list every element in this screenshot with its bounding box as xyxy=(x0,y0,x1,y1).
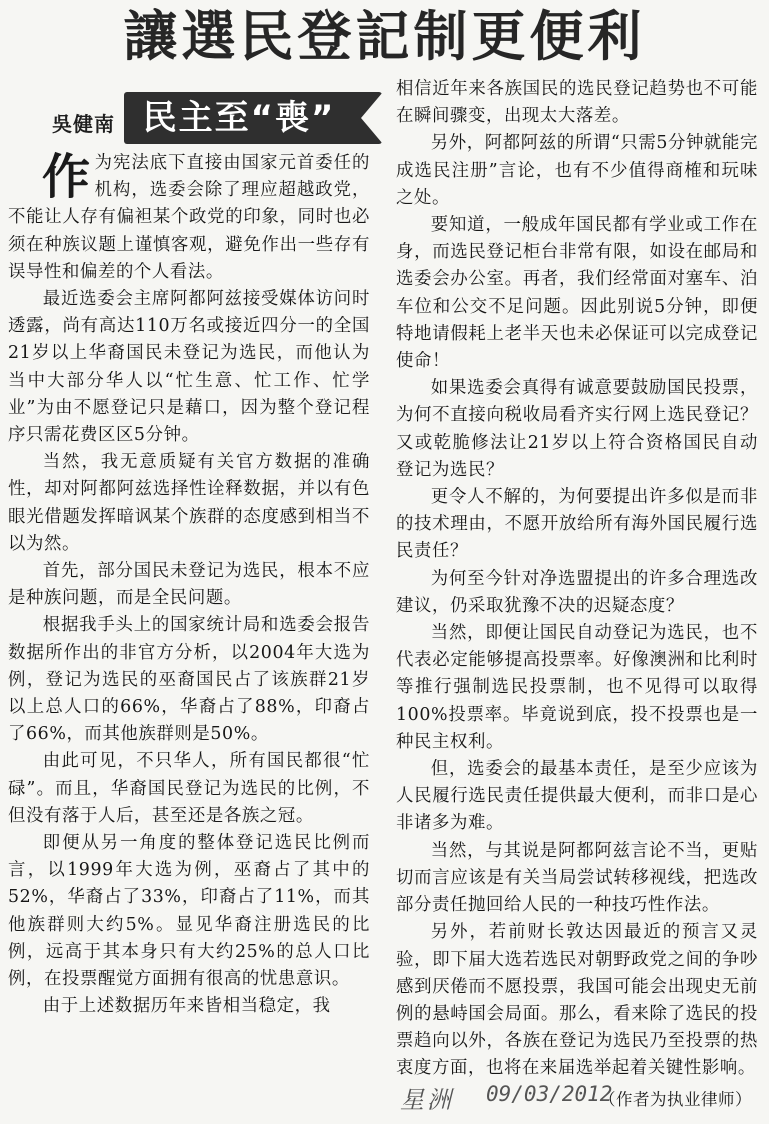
lead-paragraph xyxy=(8,150,370,286)
paragraph: 要知道，一般成年国民都有学业或工作在身，而选民登记柜台非常有限，如设在邮局和选委会办公室。再者，我们经常面对塞车、泊车位和公交不足问题。因此别说5分钟，即便特地请假耗上老半天也未必保证可以完成登记使命！ xyxy=(396,215,758,372)
author-name: 吳健南 xyxy=(52,112,115,136)
paragraph: 即便从另一角度的整体登记选民比例而言，以1999年大选为例，巫裔占了其中的52%，华裔占了33%，印裔占了11%，而其他族群则大约5%。显见华裔注册选民的比例，远高于其本身只有大约25%的总人口比例，在投票醒觉方面拥有很高的忧患意识。 xyxy=(8,833,370,990)
kicker-text: 民主至“喪” xyxy=(142,98,336,138)
paragraph-continued: 相信近年来各族国民的选民登记趋势也不可能在瞬间骤变，出现太大落差。 xyxy=(396,79,758,127)
paragraph: 另外，若前财长敦达因最近的预言又灵验，即下届大选若选民对朝野政党之间的争吵感到厌倦而不愿投票，我国可能会出现史无前例的悬峙国会局面。那么，看来除了选民的投票趋向以外，各族在登记为选民乃至投票的热衷度方面，也将在来届选举起着关键性影响。 xyxy=(396,922,758,1079)
author-note: （作者为执业律师） xyxy=(599,1090,752,1109)
paragraph: 首先，部分国民未登记为选民，根本不应是种族问题，而是全民问题。 xyxy=(8,561,370,609)
paragraph: 最近选委会主席阿都阿兹接受媒体访问时透露，尚有高达110万名或接近四分一的全国21岁以上华裔国民未登记为选民，而他认为当中大部分华人以“忙生意、忙工作、忙学业”为由不愿登记只是藉口，因为整个登记程序只需花费区区5分钟。 xyxy=(8,289,370,446)
signoff-line xyxy=(396,1080,758,1120)
paragraph: 当然，与其说是阿都阿兹言论不当，更贴切而言应该是有关当局尝试转移视线，把选改部分责任抛回给人民的一种技巧性作法。 xyxy=(396,840,758,916)
paragraph: 为何至今针对净选盟提出的许多合理选改建议，仍采取犹豫不决的迟疑态度？ xyxy=(396,568,758,616)
paragraph: 但，选委会的最基本责任，是至少应该为人民履行选民责任提供最大便利，而非口是心非诸多为难。 xyxy=(396,759,758,834)
banner-notch xyxy=(361,92,383,144)
drop-cap: 作 xyxy=(42,149,91,205)
kicker-banner xyxy=(124,92,382,144)
paragraph: 根据我手头上的国家统计局和选委会报告数据所作出的非官方分析，以2004年大选为例，登记为选民的巫裔国民占了该族群21岁以上总人口的66%，华裔占了88%，印裔占了66%，而其他族群则是50%。 xyxy=(8,615,370,745)
paragraph: 如果选委会真得有诚意要鼓励国民投票，为何不直接向税收局看齐实行网上选民登记？又或乾脆修法让21岁以上符合资格国民自动登记为选民？ xyxy=(396,378,758,480)
headline: 讓選民登記制更便利 xyxy=(123,5,646,68)
byline xyxy=(52,92,382,144)
left-column xyxy=(8,150,370,1021)
handwritten-source: 星洲 xyxy=(400,1086,454,1114)
paragraph: 当然，我无意质疑有关官方数据的准确性，却对阿都阿兹选择性诠释数据，并以有色眼光借题发挥暗讽某个族群的态度感到相当不以为然。 xyxy=(8,452,370,554)
paragraph-text: 为宪法底下直接由国家元首委任的机构，选委会除了理应超越政党，不能让人存有偏袒某个政党的印象，同时也必须在种族议题上谨慎客观，避免作出一些存有误导性和偏差的个人看法。 xyxy=(8,153,370,282)
paragraph: 另外，阿都阿兹的所谓“只需5分钟就能完成选民注册”言论，也有不少值得商榷和玩味之处。 xyxy=(396,133,758,208)
paragraph: 由于上述数据历年来皆相当稳定，我 xyxy=(42,996,331,1017)
paragraph: 由此可见，不只华人，所有国民都很“忙碌”。而且，华裔国民登记为选民的比例，不但没有落于人后，甚至还是各族之冠。 xyxy=(8,751,370,826)
handwritten-date: 09/03/2012 xyxy=(486,1082,613,1106)
paragraph: 当然，即便让国民自动登记为选民，也不代表必定能够提高投票率。好像澳洲和比利时等推行强制选民投票制，也不见得可以取得100%投票率。毕竟说到底，投不投票也是一种民主权利。 xyxy=(396,623,758,752)
paragraph: 更令人不解的，为何要提出许多似是而非的技术理由，不愿开放给所有海外国民履行选民责任？ xyxy=(396,487,758,562)
right-column xyxy=(396,76,758,1083)
